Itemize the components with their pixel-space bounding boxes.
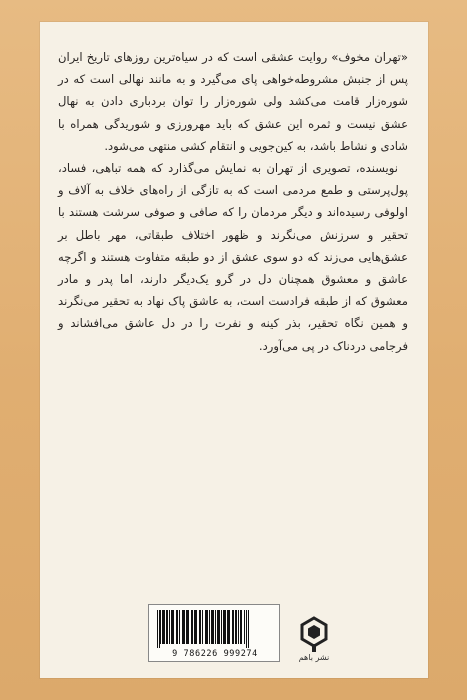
barcode-bar <box>215 610 216 644</box>
barcode-bar <box>202 610 203 644</box>
barcode-bar <box>205 610 208 644</box>
barcode-bar <box>160 610 161 644</box>
barcode-bar <box>238 610 239 644</box>
barcode-bar <box>194 610 197 644</box>
barcode-bar <box>235 610 237 644</box>
barcode-bar <box>199 610 201 644</box>
blurb-paragraph-1: «تهران مخوف» روایت عشقی است که در سیاه‌ترین روزهای تاریخ ایران پس از جنبش مشروطه‌خواهی پای می‌گیرد و به مانند نهالی است که در شوره‌زار قامت می‌کشد ولی شوره‌زار را توان بردباری دادن به نهال عشق نیست و ثمره این عشق که باید مهرورزی و شوریدگی همراه با شادی و نشاط باشد، به کین‌جویی و انتقام کشی منتهی می‌شود. <box>58 50 408 153</box>
barcode-bar <box>157 610 158 648</box>
barcode-bar <box>246 610 247 648</box>
barcode-bar <box>166 610 168 644</box>
publisher-name: نشر باهم <box>298 653 330 662</box>
barcode-bar <box>191 610 193 644</box>
barcode-bar <box>240 610 242 644</box>
barcode-bar <box>244 610 245 644</box>
barcode-bar <box>179 610 180 644</box>
barcode-bar <box>162 610 165 644</box>
barcode-bar <box>171 610 174 644</box>
barcode-bar <box>248 610 249 648</box>
isbn-number: 9 786226 999274 <box>172 649 258 659</box>
barcode-bar <box>176 610 178 644</box>
barcode-bars <box>155 610 275 648</box>
barcode-bar <box>232 610 234 644</box>
blurb-text <box>58 46 408 357</box>
barcode-bar <box>159 610 160 648</box>
barcode-bar <box>209 610 210 644</box>
barcode-bar <box>217 610 220 644</box>
isbn-barcode <box>148 604 280 662</box>
barcode-bar <box>182 610 185 644</box>
barcode-bar <box>223 610 226 644</box>
barcode-bar <box>227 610 230 644</box>
barcode-bar <box>169 610 170 644</box>
publisher-logo-icon <box>300 616 328 656</box>
barcode-bar <box>186 610 189 644</box>
barcode-bar <box>221 610 222 644</box>
barcode-bar <box>211 610 214 644</box>
blurb-paragraph-2: نویسنده، تصویری از تهران به نمایش می‌گذارد که همه تباهی، فساد، پول‌پرستی و طمع مردمی است که به تازگی از راه‌های خلاف به آلاف و اولوفی رسیده‌اند و دیگر مردمان را که صافی و صوفی سرشت هستند با تحقیر و سرزنش می‌نگرند و ظهور اختلاف طبقاتی، مهر باطل بر عشق‌هایی می‌زند که دو سوی عشق از دو طبقه متفاوت هستند و اگرچه عاشق و معشوق همچنان دل در گرو یک‌دیگر دارند، اما پدر و مادر معشوق که از طبقه فرادست است، به عاشق پاک نهاد به تحقیر می‌نگرند و همین نگاه تحقیر، بذر کینه و نفرت را در دل عاشق می‌افشاند و فرجامی دردناک در پی می‌آورد. <box>58 161 408 353</box>
